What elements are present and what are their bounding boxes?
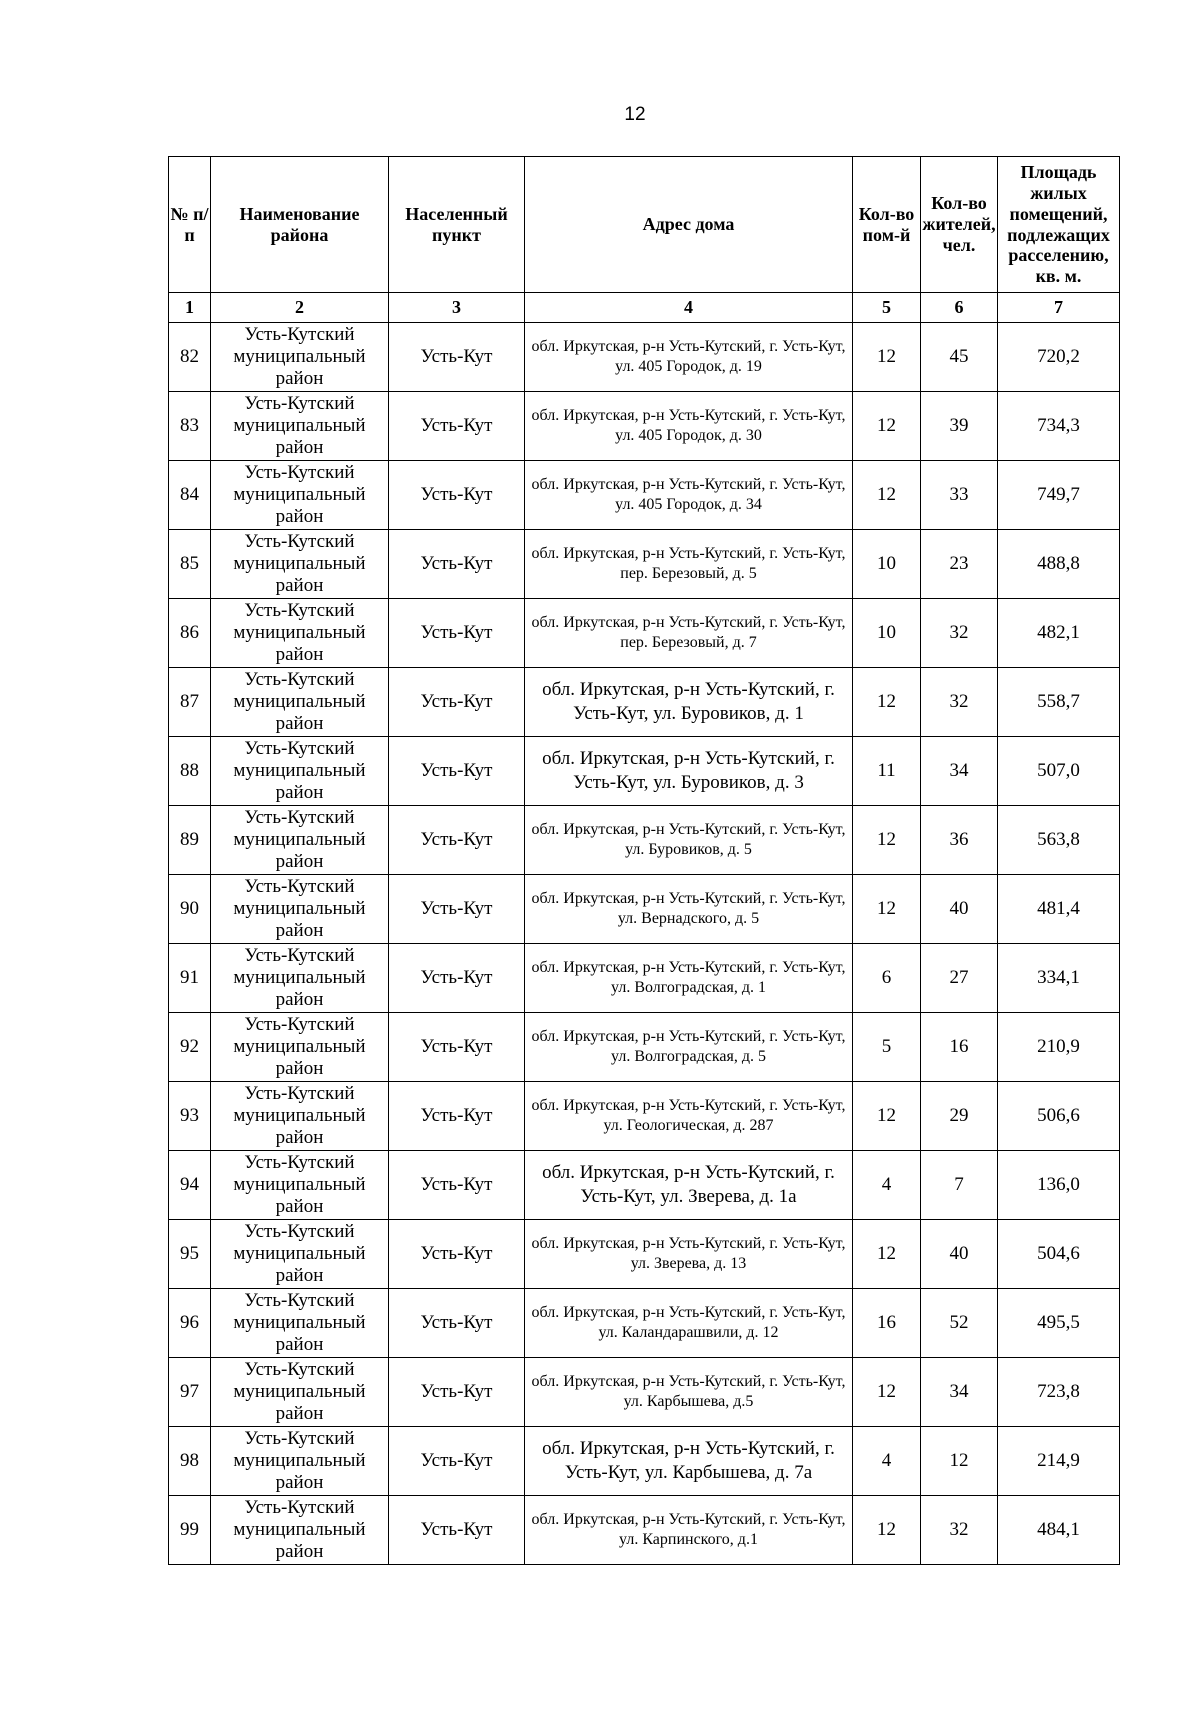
table-row bbox=[169, 1496, 1120, 1565]
page-number: 12 bbox=[624, 104, 646, 125]
residents-cell: 40 bbox=[921, 875, 998, 944]
address-cell: обл. Иркутская, р-н Усть-Кутский, г. Усть-Кут, ул. 405 Городок, д. 30 bbox=[525, 392, 853, 461]
area-cell: 136,0 bbox=[998, 1151, 1120, 1220]
table-row bbox=[169, 599, 1120, 668]
address-cell: обл. Иркутская, р-н Усть-Кутский, г. Усть-Кут, ул. Вернадского, д. 5 bbox=[525, 875, 853, 944]
table-row bbox=[169, 668, 1120, 737]
area-cell: 488,8 bbox=[998, 530, 1120, 599]
area-cell: 506,6 bbox=[998, 1082, 1120, 1151]
rooms-cell: 6 bbox=[853, 944, 921, 1013]
rooms-cell: 12 bbox=[853, 806, 921, 875]
rooms-cell: 4 bbox=[853, 1151, 921, 1220]
header-locality: Населенный пункт bbox=[389, 157, 525, 293]
rooms-cell: 12 bbox=[853, 323, 921, 392]
table-row bbox=[169, 530, 1120, 599]
address-cell: обл. Иркутская, р-н Усть-Кутский, г. Усть-Кут, ул. Карбышева, д.5 bbox=[525, 1358, 853, 1427]
table-row bbox=[169, 875, 1120, 944]
locality-cell: Усть-Кут bbox=[389, 323, 525, 392]
rooms-cell: 10 bbox=[853, 530, 921, 599]
district-cell: Усть-Кутский муниципальный район bbox=[211, 1289, 389, 1358]
district-cell: Усть-Кутский муниципальный район bbox=[211, 1496, 389, 1565]
table-row bbox=[169, 461, 1120, 530]
residents-cell: 12 bbox=[921, 1427, 998, 1496]
residents-cell: 40 bbox=[921, 1220, 998, 1289]
row-number: 96 bbox=[169, 1289, 211, 1358]
column-number: 3 bbox=[389, 293, 525, 323]
address-cell: обл. Иркутская, р-н Усть-Кутский, г. Усть-Кут, ул. Волгоградская, д. 1 bbox=[525, 944, 853, 1013]
table-row bbox=[169, 1082, 1120, 1151]
district-cell: Усть-Кутский муниципальный район bbox=[211, 461, 389, 530]
area-cell: 507,0 bbox=[998, 737, 1120, 806]
locality-cell: Усть-Кут bbox=[389, 1220, 525, 1289]
district-cell: Усть-Кутский муниципальный район bbox=[211, 392, 389, 461]
district-cell: Усть-Кутский муниципальный район bbox=[211, 737, 389, 806]
table-row bbox=[169, 1220, 1120, 1289]
address-cell: обл. Иркутская, р-н Усть-Кутский, г. Усть-Кут, ул. Карбышева, д. 7а bbox=[525, 1427, 853, 1496]
header-rooms: Кол-во пом-й bbox=[853, 157, 921, 293]
row-number: 82 bbox=[169, 323, 211, 392]
table-row bbox=[169, 392, 1120, 461]
rooms-cell: 12 bbox=[853, 1220, 921, 1289]
district-cell: Усть-Кутский муниципальный район bbox=[211, 1082, 389, 1151]
row-number: 86 bbox=[169, 599, 211, 668]
area-cell: 723,8 bbox=[998, 1358, 1120, 1427]
district-cell: Усть-Кутский муниципальный район bbox=[211, 944, 389, 1013]
table-row bbox=[169, 1289, 1120, 1358]
table-row bbox=[169, 737, 1120, 806]
locality-cell: Усть-Кут bbox=[389, 392, 525, 461]
locality-cell: Усть-Кут bbox=[389, 1427, 525, 1496]
locality-cell: Усть-Кут bbox=[389, 944, 525, 1013]
row-number: 98 bbox=[169, 1427, 211, 1496]
row-number: 85 bbox=[169, 530, 211, 599]
rooms-cell: 12 bbox=[853, 1496, 921, 1565]
locality-cell: Усть-Кут bbox=[389, 461, 525, 530]
locality-cell: Усть-Кут bbox=[389, 599, 525, 668]
address-cell: обл. Иркутская, р-н Усть-Кутский, г. Усть-Кут, ул. Геологическая, д. 287 bbox=[525, 1082, 853, 1151]
district-cell: Усть-Кутский муниципальный район bbox=[211, 599, 389, 668]
row-number: 92 bbox=[169, 1013, 211, 1082]
address-cell: обл. Иркутская, р-н Усть-Кутский, г. Усть-Кут, ул. Карпинского, д.1 bbox=[525, 1496, 853, 1565]
rooms-cell: 4 bbox=[853, 1427, 921, 1496]
area-cell: 563,8 bbox=[998, 806, 1120, 875]
residents-cell: 39 bbox=[921, 392, 998, 461]
rooms-cell: 12 bbox=[853, 1082, 921, 1151]
address-cell: обл. Иркутская, р-н Усть-Кутский, г. Усть-Кут, ул. Буровиков, д. 5 bbox=[525, 806, 853, 875]
district-cell: Усть-Кутский муниципальный район bbox=[211, 668, 389, 737]
locality-cell: Усть-Кут bbox=[389, 737, 525, 806]
row-number: 99 bbox=[169, 1496, 211, 1565]
residents-cell: 32 bbox=[921, 1496, 998, 1565]
residents-cell: 7 bbox=[921, 1151, 998, 1220]
district-cell: Усть-Кутский муниципальный район bbox=[211, 1151, 389, 1220]
row-number: 93 bbox=[169, 1082, 211, 1151]
table-row bbox=[169, 1427, 1120, 1496]
rooms-cell: 11 bbox=[853, 737, 921, 806]
address-cell: обл. Иркутская, р-н Усть-Кутский, г. Усть-Кут, ул. Буровиков, д. 1 bbox=[525, 668, 853, 737]
locality-cell: Усть-Кут bbox=[389, 1496, 525, 1565]
residents-cell: 32 bbox=[921, 599, 998, 668]
rooms-cell: 16 bbox=[853, 1289, 921, 1358]
table-row bbox=[169, 323, 1120, 392]
address-cell: обл. Иркутская, р-н Усть-Кутский, г. Усть-Кут, ул. Зверева, д. 13 bbox=[525, 1220, 853, 1289]
address-cell: обл. Иркутская, р-н Усть-Кутский, г. Усть-Кут, ул. 405 Городок, д. 19 bbox=[525, 323, 853, 392]
residents-cell: 27 bbox=[921, 944, 998, 1013]
locality-cell: Усть-Кут bbox=[389, 1151, 525, 1220]
header-num: № п/п bbox=[169, 157, 211, 293]
area-cell: 334,1 bbox=[998, 944, 1120, 1013]
rooms-cell: 5 bbox=[853, 1013, 921, 1082]
area-cell: 558,7 bbox=[998, 668, 1120, 737]
address-cell: обл. Иркутская, р-н Усть-Кутский, г. Усть-Кут, ул. 405 Городок, д. 34 bbox=[525, 461, 853, 530]
area-cell: 214,9 bbox=[998, 1427, 1120, 1496]
table-row bbox=[169, 1151, 1120, 1220]
district-cell: Усть-Кутский муниципальный район bbox=[211, 1358, 389, 1427]
table-row bbox=[169, 806, 1120, 875]
housing-table bbox=[168, 156, 1120, 1565]
address-cell: обл. Иркутская, р-н Усть-Кутский, г. Усть-Кут, ул. Буровиков, д. 3 bbox=[525, 737, 853, 806]
row-number: 94 bbox=[169, 1151, 211, 1220]
table-row bbox=[169, 1013, 1120, 1082]
rooms-cell: 12 bbox=[853, 392, 921, 461]
row-number: 90 bbox=[169, 875, 211, 944]
row-number: 95 bbox=[169, 1220, 211, 1289]
rooms-cell: 10 bbox=[853, 599, 921, 668]
address-cell: обл. Иркутская, р-н Усть-Кутский, г. Усть-Кут, ул. Каландарашвили, д. 12 bbox=[525, 1289, 853, 1358]
locality-cell: Усть-Кут bbox=[389, 1013, 525, 1082]
area-cell: 495,5 bbox=[998, 1289, 1120, 1358]
row-number: 84 bbox=[169, 461, 211, 530]
locality-cell: Усть-Кут bbox=[389, 1358, 525, 1427]
district-cell: Усть-Кутский муниципальный район bbox=[211, 323, 389, 392]
district-cell: Усть-Кутский муниципальный район bbox=[211, 875, 389, 944]
residents-cell: 29 bbox=[921, 1082, 998, 1151]
row-number: 87 bbox=[169, 668, 211, 737]
locality-cell: Усть-Кут bbox=[389, 1289, 525, 1358]
address-cell: обл. Иркутская, р-н Усть-Кутский, г. Усть-Кут, пер. Березовый, д. 5 bbox=[525, 530, 853, 599]
residents-cell: 34 bbox=[921, 737, 998, 806]
area-cell: 484,1 bbox=[998, 1496, 1120, 1565]
residents-cell: 32 bbox=[921, 668, 998, 737]
header-area: Площадь жилых помещений, подлежащих расселению, кв. м. bbox=[998, 157, 1120, 293]
row-number: 88 bbox=[169, 737, 211, 806]
row-number: 91 bbox=[169, 944, 211, 1013]
area-cell: 482,1 bbox=[998, 599, 1120, 668]
rooms-cell: 12 bbox=[853, 1358, 921, 1427]
area-cell: 504,6 bbox=[998, 1220, 1120, 1289]
table-body bbox=[169, 323, 1120, 1565]
address-cell: обл. Иркутская, р-н Усть-Кутский, г. Усть-Кут, ул. Зверева, д. 1а bbox=[525, 1151, 853, 1220]
column-number: 7 bbox=[998, 293, 1120, 323]
residents-cell: 23 bbox=[921, 530, 998, 599]
residents-cell: 36 bbox=[921, 806, 998, 875]
table-header-row bbox=[169, 157, 1120, 293]
residents-cell: 45 bbox=[921, 323, 998, 392]
district-cell: Усть-Кутский муниципальный район bbox=[211, 1427, 389, 1496]
district-cell: Усть-Кутский муниципальный район bbox=[211, 1013, 389, 1082]
column-number: 2 bbox=[211, 293, 389, 323]
address-cell: обл. Иркутская, р-н Усть-Кутский, г. Усть-Кут, пер. Березовый, д. 7 bbox=[525, 599, 853, 668]
residents-cell: 52 bbox=[921, 1289, 998, 1358]
locality-cell: Усть-Кут bbox=[389, 668, 525, 737]
district-cell: Усть-Кутский муниципальный район bbox=[211, 530, 389, 599]
rooms-cell: 12 bbox=[853, 668, 921, 737]
residents-cell: 33 bbox=[921, 461, 998, 530]
table-row bbox=[169, 944, 1120, 1013]
row-number: 83 bbox=[169, 392, 211, 461]
area-cell: 749,7 bbox=[998, 461, 1120, 530]
locality-cell: Усть-Кут bbox=[389, 530, 525, 599]
column-numbers-row bbox=[169, 293, 1120, 323]
column-number: 4 bbox=[525, 293, 853, 323]
column-number: 6 bbox=[921, 293, 998, 323]
area-cell: 734,3 bbox=[998, 392, 1120, 461]
column-number: 5 bbox=[853, 293, 921, 323]
residents-cell: 16 bbox=[921, 1013, 998, 1082]
address-cell: обл. Иркутская, р-н Усть-Кутский, г. Усть-Кут, ул. Волгоградская, д. 5 bbox=[525, 1013, 853, 1082]
row-number: 97 bbox=[169, 1358, 211, 1427]
column-number: 1 bbox=[169, 293, 211, 323]
district-cell: Усть-Кутский муниципальный район bbox=[211, 806, 389, 875]
locality-cell: Усть-Кут bbox=[389, 875, 525, 944]
locality-cell: Усть-Кут bbox=[389, 1082, 525, 1151]
area-cell: 720,2 bbox=[998, 323, 1120, 392]
rooms-cell: 12 bbox=[853, 875, 921, 944]
row-number: 89 bbox=[169, 806, 211, 875]
area-cell: 481,4 bbox=[998, 875, 1120, 944]
area-cell: 210,9 bbox=[998, 1013, 1120, 1082]
header-district: Наименование района bbox=[211, 157, 389, 293]
district-cell: Усть-Кутский муниципальный район bbox=[211, 1220, 389, 1289]
header-residents: Кол-во жителей, чел. bbox=[921, 157, 998, 293]
header-address: Адрес дома bbox=[525, 157, 853, 293]
rooms-cell: 12 bbox=[853, 461, 921, 530]
locality-cell: Усть-Кут bbox=[389, 806, 525, 875]
residents-cell: 34 bbox=[921, 1358, 998, 1427]
table-row bbox=[169, 1358, 1120, 1427]
